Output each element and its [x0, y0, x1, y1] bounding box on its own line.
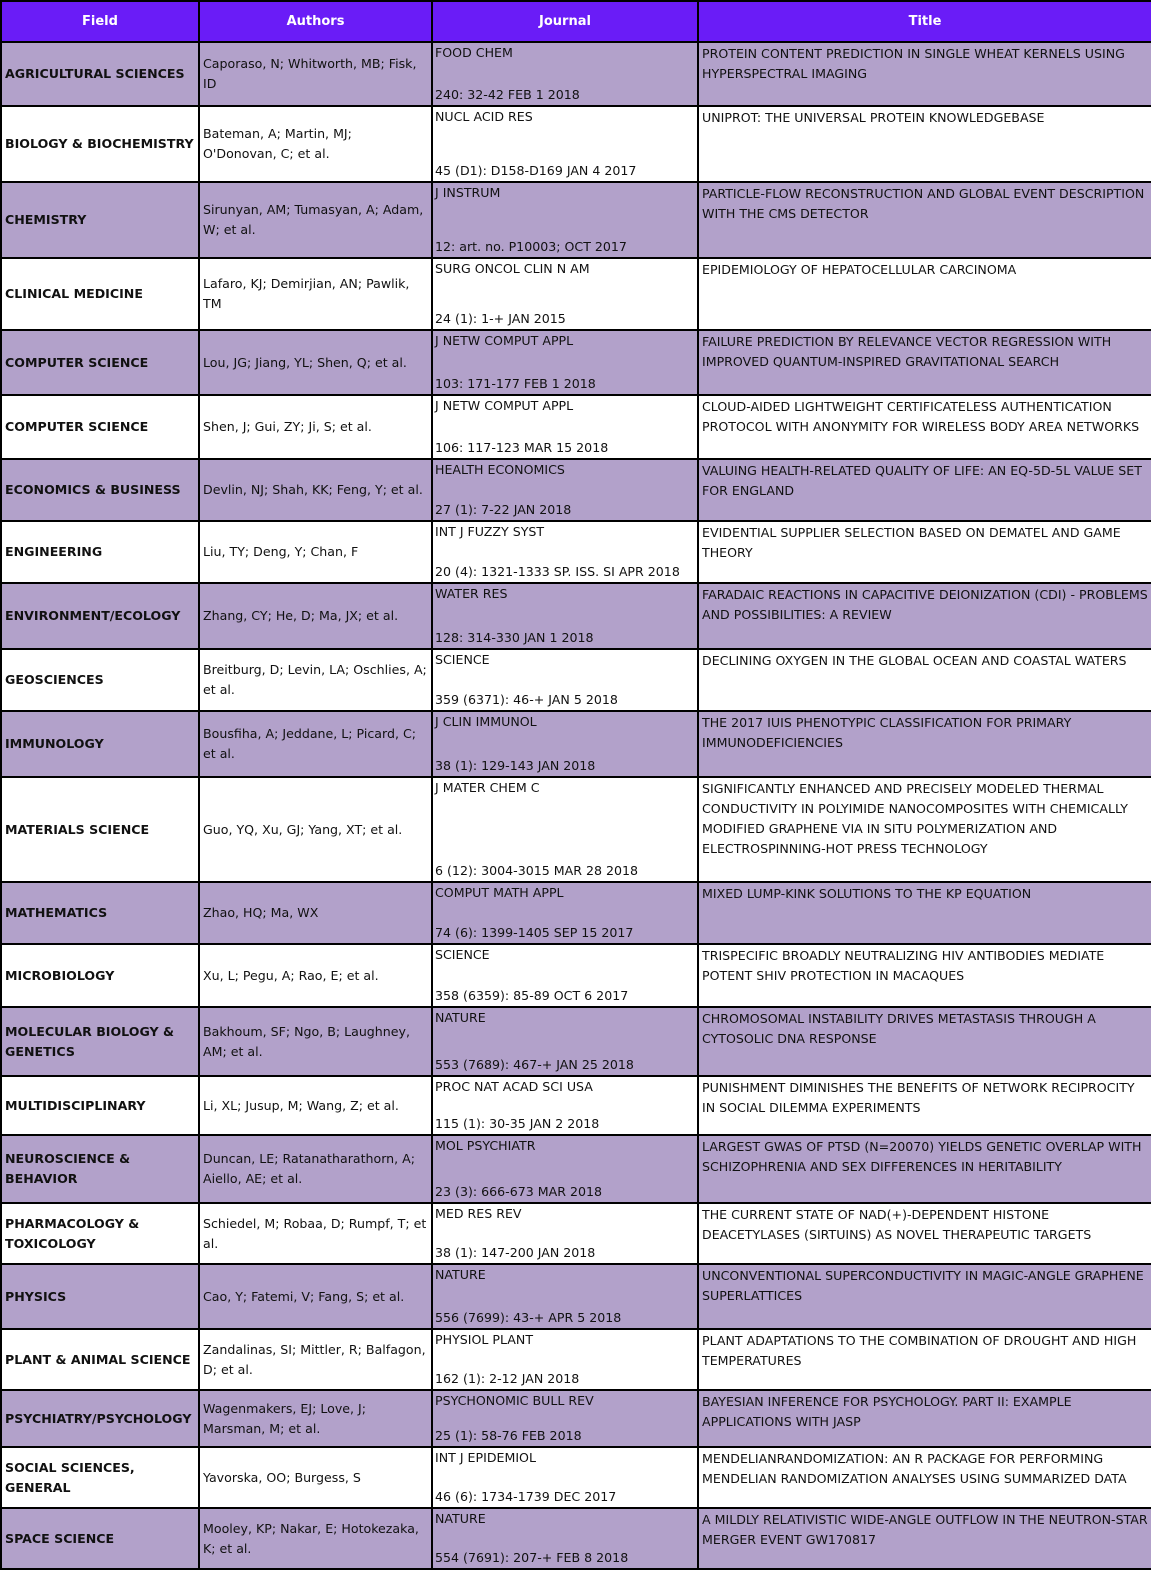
authors-cell: Zhang, CY; He, D; Ma, JX; et al.	[199, 583, 432, 649]
journal-cell	[432, 1390, 698, 1447]
journal-cell-content	[435, 259, 695, 329]
journal-cell-content	[435, 1008, 695, 1075]
journal-cell	[432, 882, 698, 944]
title-cell: DECLINING OXYGEN IN THE GLOBAL OCEAN AND COASTAL WATERS	[698, 649, 1151, 711]
journal-cell-content	[435, 43, 695, 105]
authors-cell: Devlin, NJ; Shah, KK; Feng, Y; et al.	[199, 459, 432, 521]
authors-cell: Bateman, A; Martin, MJ; O'Donovan, C; et al.	[199, 106, 432, 182]
journal-citation: 23 (3): 666-673 MAR 2018	[435, 1184, 603, 1199]
journal-name: SURG ONCOL CLIN N AM	[435, 261, 590, 276]
field-cell: CHEMISTRY	[1, 182, 199, 258]
title-cell: MIXED LUMP-KINK SOLUTIONS TO THE KP EQUATION	[698, 882, 1151, 944]
table-row	[1, 1447, 1151, 1508]
table-row	[1, 944, 1151, 1007]
table-row	[1, 1203, 1151, 1264]
journal-cell	[432, 1007, 698, 1076]
journal-citation: 74 (6): 1399-1405 SEP 15 2017	[435, 925, 634, 940]
journal-cell	[432, 1203, 698, 1264]
journal-citation: 12: art. no. P10003; OCT 2017	[435, 239, 627, 254]
journal-name: HEALTH ECONOMICS	[435, 462, 565, 477]
journal-cell	[432, 459, 698, 521]
table-row	[1, 106, 1151, 182]
field-cell: BIOLOGY & BIOCHEMISTRY	[1, 106, 199, 182]
journal-cell	[432, 395, 698, 459]
journal-cell	[432, 182, 698, 258]
journal-cell	[432, 944, 698, 1007]
journal-cell-content	[435, 1204, 695, 1263]
journal-cell-content	[435, 183, 695, 257]
journal-name: NATURE	[435, 1511, 486, 1526]
journal-cell-content	[435, 522, 695, 582]
title-cell: PUNISHMENT DIMINISHES THE BENEFITS OF NETWORK RECIPROCITY IN SOCIAL DILEMMA EXPERIMENTS	[698, 1076, 1151, 1135]
journal-cell	[432, 711, 698, 777]
table-row	[1, 42, 1151, 106]
title-cell: UNIPROT: THE UNIVERSAL PROTEIN KNOWLEDGEBASE	[698, 106, 1151, 182]
journal-cell-content	[435, 460, 695, 520]
title-cell: MENDELIANRANDOMIZATION: AN R PACKAGE FOR PERFORMING MENDELIAN RANDOMIZATION ANALYSES USING SUMMARIZED DATA	[698, 1447, 1151, 1508]
title-cell: BAYESIAN INFERENCE FOR PSYCHOLOGY. PART II: EXAMPLE APPLICATIONS WITH JASP	[698, 1390, 1151, 1447]
journal-citation: 128: 314-330 JAN 1 2018	[435, 630, 594, 645]
journal-citation: 46 (6): 1734-1739 DEC 2017	[435, 1489, 617, 1504]
journal-cell-content	[435, 1391, 695, 1446]
field-cell: MICROBIOLOGY	[1, 944, 199, 1007]
field-cell: NEUROSCIENCE & BEHAVIOR	[1, 1135, 199, 1203]
table-row	[1, 258, 1151, 330]
table-row	[1, 1264, 1151, 1329]
journal-name: PROC NAT ACAD SCI USA	[435, 1079, 593, 1094]
title-cell: PROTEIN CONTENT PREDICTION IN SINGLE WHEAT KERNELS USING HYPERSPECTRAL IMAGING	[698, 42, 1151, 106]
journal-cell-content	[435, 778, 695, 881]
authors-cell: Lafaro, KJ; Demirjian, AN; Pawlik, TM	[199, 258, 432, 330]
journal-name: FOOD CHEM	[435, 45, 513, 60]
field-cell: SPACE SCIENCE	[1, 1508, 199, 1569]
journal-cell	[432, 1076, 698, 1135]
field-cell: ENGINEERING	[1, 521, 199, 583]
journal-citation: 554 (7691): 207-+ FEB 8 2018	[435, 1550, 629, 1565]
title-cell: CHROMOSOMAL INSTABILITY DRIVES METASTASIS THROUGH A CYTOSOLIC DNA RESPONSE	[698, 1007, 1151, 1076]
journal-citation: 38 (1): 147-200 JAN 2018	[435, 1245, 596, 1260]
table-row	[1, 182, 1151, 258]
table-row	[1, 583, 1151, 649]
journal-name: WATER RES	[435, 586, 508, 601]
journal-name: PSYCHONOMIC BULL REV	[435, 1393, 594, 1408]
journal-cell-content	[435, 1509, 695, 1568]
field-cell: MATHEMATICS	[1, 882, 199, 944]
table-row	[1, 521, 1151, 583]
journal-cell	[432, 1508, 698, 1569]
journal-name: INT J FUZZY SYST	[435, 524, 545, 539]
title-cell: LARGEST GWAS OF PTSD (N=20070) YIELDS GENETIC OVERLAP WITH SCHIZOPHRENIA AND SEX DIFFERENCES IN HERITABILITY	[698, 1135, 1151, 1203]
journal-name: J NETW COMPUT APPL	[435, 398, 574, 413]
title-cell: PARTICLE-FLOW RECONSTRUCTION AND GLOBAL EVENT DESCRIPTION WITH THE CMS DETECTOR	[698, 182, 1151, 258]
journal-cell	[432, 1329, 698, 1390]
journal-citation: 38 (1): 129-143 JAN 2018	[435, 758, 596, 773]
table-row	[1, 1076, 1151, 1135]
journal-citation: 358 (6359): 85-89 OCT 6 2017	[435, 988, 629, 1003]
table-header-row	[1, 1, 1151, 42]
field-cell: MATERIALS SCIENCE	[1, 777, 199, 882]
journal-citation: 106: 117-123 MAR 15 2018	[435, 440, 609, 455]
title-cell: UNCONVENTIONAL SUPERCONDUCTIVITY IN MAGIC-ANGLE GRAPHENE SUPERLATTICES	[698, 1264, 1151, 1329]
journal-name: COMPUT MATH APPL	[435, 885, 564, 900]
journal-citation: 25 (1): 58-76 FEB 2018	[435, 1428, 582, 1443]
journal-cell-content	[435, 1265, 695, 1328]
journal-cell-content	[435, 945, 695, 1006]
table-row	[1, 777, 1151, 882]
table-row	[1, 1329, 1151, 1390]
journal-citation: 240: 32-42 FEB 1 2018	[435, 87, 580, 102]
field-cell: CLINICAL MEDICINE	[1, 258, 199, 330]
table-row	[1, 882, 1151, 944]
authors-cell: Duncan, LE; Ratanatharathorn, A; Aiello, AE; et al.	[199, 1135, 432, 1203]
journal-name: MOL PSYCHIATR	[435, 1138, 536, 1153]
journal-cell	[432, 106, 698, 182]
journal-cell-content	[435, 650, 695, 710]
authors-cell: Xu, L; Pegu, A; Rao, E; et al.	[199, 944, 432, 1007]
field-cell: ENVIRONMENT/ECOLOGY	[1, 583, 199, 649]
table-row	[1, 330, 1151, 395]
journal-cell	[432, 258, 698, 330]
field-cell: GEOSCIENCES	[1, 649, 199, 711]
journal-name: J CLIN IMMUNOL	[435, 714, 537, 729]
authors-cell: Zandalinas, SI; Mittler, R; Balfagon, D; et al.	[199, 1329, 432, 1390]
title-cell: VALUING HEALTH-RELATED QUALITY OF LIFE: AN EQ-5D-5L VALUE SET FOR ENGLAND	[698, 459, 1151, 521]
journal-citation: 24 (1): 1-+ JAN 2015	[435, 311, 566, 326]
journal-name: PHYSIOL PLANT	[435, 1332, 534, 1347]
journal-cell	[432, 330, 698, 395]
field-cell: COMPUTER SCIENCE	[1, 395, 199, 459]
authors-cell: Shen, J; Gui, ZY; Ji, S; et al.	[199, 395, 432, 459]
authors-cell: Cao, Y; Fatemi, V; Fang, S; et al.	[199, 1264, 432, 1329]
authors-cell: Wagenmakers, EJ; Love, J; Marsman, M; et al.	[199, 1390, 432, 1447]
title-cell: TRISPECIFIC BROADLY NEUTRALIZING HIV ANTIBODIES MEDIATE POTENT SHIV PROTECTION IN MACAQUES	[698, 944, 1151, 1007]
authors-cell: Guo, YQ, Xu, GJ; Yang, XT; et al.	[199, 777, 432, 882]
field-cell: PLANT & ANIMAL SCIENCE	[1, 1329, 199, 1390]
journal-name: J INSTRUM	[435, 185, 501, 200]
journal-cell-content	[435, 1330, 695, 1389]
journal-citation: 45 (D1): D158-D169 JAN 4 2017	[435, 163, 637, 178]
table-row	[1, 649, 1151, 711]
title-cell: CLOUD-AIDED LIGHTWEIGHT CERTIFICATELESS AUTHENTICATION PROTOCOL WITH ANONYMITY FOR WIRELESS BODY AREA NETWORKS	[698, 395, 1151, 459]
journal-citation: 20 (4): 1321-1333 SP. ISS. SI APR 2018	[435, 564, 680, 579]
journal-citation: 359 (6371): 46-+ JAN 5 2018	[435, 692, 618, 707]
journal-cell	[432, 777, 698, 882]
journal-cell-content	[435, 107, 695, 181]
table-row	[1, 395, 1151, 459]
title-cell: A MILDLY RELATIVISTIC WIDE-ANGLE OUTFLOW IN THE NEUTRON-STAR MERGER EVENT GW170817	[698, 1508, 1151, 1569]
journal-cell	[432, 583, 698, 649]
journal-cell-content	[435, 712, 695, 776]
journal-name: NATURE	[435, 1010, 486, 1025]
authors-cell: Liu, TY; Deng, Y; Chan, F	[199, 521, 432, 583]
title-cell: FAILURE PREDICTION BY RELEVANCE VECTOR REGRESSION WITH IMPROVED QUANTUM-INSPIRED GRAVITATIONAL SEARCH	[698, 330, 1151, 395]
table-row	[1, 1390, 1151, 1447]
field-cell: COMPUTER SCIENCE	[1, 330, 199, 395]
journal-cell	[432, 649, 698, 711]
field-cell: ECONOMICS & BUSINESS	[1, 459, 199, 521]
journal-cell	[432, 521, 698, 583]
authors-cell: Bousfiha, A; Jeddane, L; Picard, C; et al.	[199, 711, 432, 777]
authors-cell: Zhao, HQ; Ma, WX	[199, 882, 432, 944]
journal-name: NUCL ACID RES	[435, 109, 533, 124]
journal-citation: 27 (1): 7-22 JAN 2018	[435, 502, 572, 517]
journal-name: MED RES REV	[435, 1206, 522, 1221]
title-cell: EPIDEMIOLOGY OF HEPATOCELLULAR CARCINOMA	[698, 258, 1151, 330]
authors-cell: Bakhoum, SF; Ngo, B; Laughney, AM; et al.	[199, 1007, 432, 1076]
table-row	[1, 1135, 1151, 1203]
table-row	[1, 459, 1151, 521]
table-body	[1, 42, 1151, 1569]
journal-name: J NETW COMPUT APPL	[435, 333, 574, 348]
journal-citation: 6 (12): 3004-3015 MAR 28 2018	[435, 863, 639, 878]
column-header-journal: Journal	[432, 1, 698, 42]
authors-cell: Yavorska, OO; Burgess, S	[199, 1447, 432, 1508]
journal-name: INT J EPIDEMIOL	[435, 1450, 536, 1465]
field-cell: PSYCHIATRY/PSYCHOLOGY	[1, 1390, 199, 1447]
journal-citation: 553 (7689): 467-+ JAN 25 2018	[435, 1057, 634, 1072]
journal-citation: 556 (7699): 43-+ APR 5 2018	[435, 1310, 622, 1325]
field-cell: MOLECULAR BIOLOGY & GENETICS	[1, 1007, 199, 1076]
authors-cell: Sirunyan, AM; Tumasyan, A; Adam, W; et al.	[199, 182, 432, 258]
field-cell: MULTIDISCIPLINARY	[1, 1076, 199, 1135]
column-header-field: Field	[1, 1, 199, 42]
journal-cell	[432, 42, 698, 106]
table-row	[1, 711, 1151, 777]
journal-cell-content	[435, 584, 695, 648]
journal-cell-content	[435, 1136, 695, 1202]
journal-name: J MATER CHEM C	[435, 780, 540, 795]
journal-cell-content	[435, 1448, 695, 1507]
authors-cell: Li, XL; Jusup, M; Wang, Z; et al.	[199, 1076, 432, 1135]
journal-cell	[432, 1135, 698, 1203]
title-cell: FARADAIC REACTIONS IN CAPACITIVE DEIONIZATION (CDI) - PROBLEMS AND POSSIBILITIES: A REVIEW	[698, 583, 1151, 649]
field-cell: PHYSICS	[1, 1264, 199, 1329]
table-row	[1, 1508, 1151, 1569]
authors-cell: Schiedel, M; Robaa, D; Rumpf, T; et al.	[199, 1203, 432, 1264]
title-cell: EVIDENTIAL SUPPLIER SELECTION BASED ON DEMATEL AND GAME THEORY	[698, 521, 1151, 583]
journal-cell	[432, 1264, 698, 1329]
authors-cell: Caporaso, N; Whitworth, MB; Fisk, ID	[199, 42, 432, 106]
journal-name: SCIENCE	[435, 947, 490, 962]
field-cell: IMMUNOLOGY	[1, 711, 199, 777]
title-cell: PLANT ADAPTATIONS TO THE COMBINATION OF DROUGHT AND HIGH TEMPERATURES	[698, 1329, 1151, 1390]
journal-cell-content	[435, 1077, 695, 1134]
journal-citation: 115 (1): 30-35 JAN 2 2018	[435, 1116, 600, 1131]
field-cell: SOCIAL SCIENCES, GENERAL	[1, 1447, 199, 1508]
journal-citation: 162 (1): 2-12 JAN 2018	[435, 1371, 580, 1386]
authors-cell: Breitburg, D; Levin, LA; Oschlies, A; et al.	[199, 649, 432, 711]
journal-cell-content	[435, 883, 695, 943]
authors-cell: Mooley, KP; Nakar, E; Hotokezaka, K; et al.	[199, 1508, 432, 1569]
field-cell: PHARMACOLOGY & TOXICOLOGY	[1, 1203, 199, 1264]
title-cell: THE CURRENT STATE OF NAD(+)-DEPENDENT HISTONE DEACETYLASES (SIRTUINS) AS NOVEL THERAPEUTIC TARGETS	[698, 1203, 1151, 1264]
journal-cell-content	[435, 331, 695, 394]
column-header-title: Title	[698, 1, 1151, 42]
table-row	[1, 1007, 1151, 1076]
authors-cell: Lou, JG; Jiang, YL; Shen, Q; et al.	[199, 330, 432, 395]
journal-cell-content	[435, 396, 695, 458]
title-cell: SIGNIFICANTLY ENHANCED AND PRECISELY MODELED THERMAL CONDUCTIVITY IN POLYIMIDE NANOCOMPOSITES WITH CHEMICALLY MODIFIED GRAPHENE VIA IN SITU POLYMERIZATION AND ELECTROSPINNING-HOT PRESS TECHNOLOGY	[698, 777, 1151, 882]
field-cell: AGRICULTURAL SCIENCES	[1, 42, 199, 106]
journal-citation: 103: 171-177 FEB 1 2018	[435, 376, 596, 391]
journal-name: NATURE	[435, 1267, 486, 1282]
journal-cell	[432, 1447, 698, 1508]
journal-name: SCIENCE	[435, 652, 490, 667]
title-cell: THE 2017 IUIS PHENOTYPIC CLASSIFICATION FOR PRIMARY IMMUNODEFICIENCIES	[698, 711, 1151, 777]
column-header-authors: Authors	[199, 1, 432, 42]
